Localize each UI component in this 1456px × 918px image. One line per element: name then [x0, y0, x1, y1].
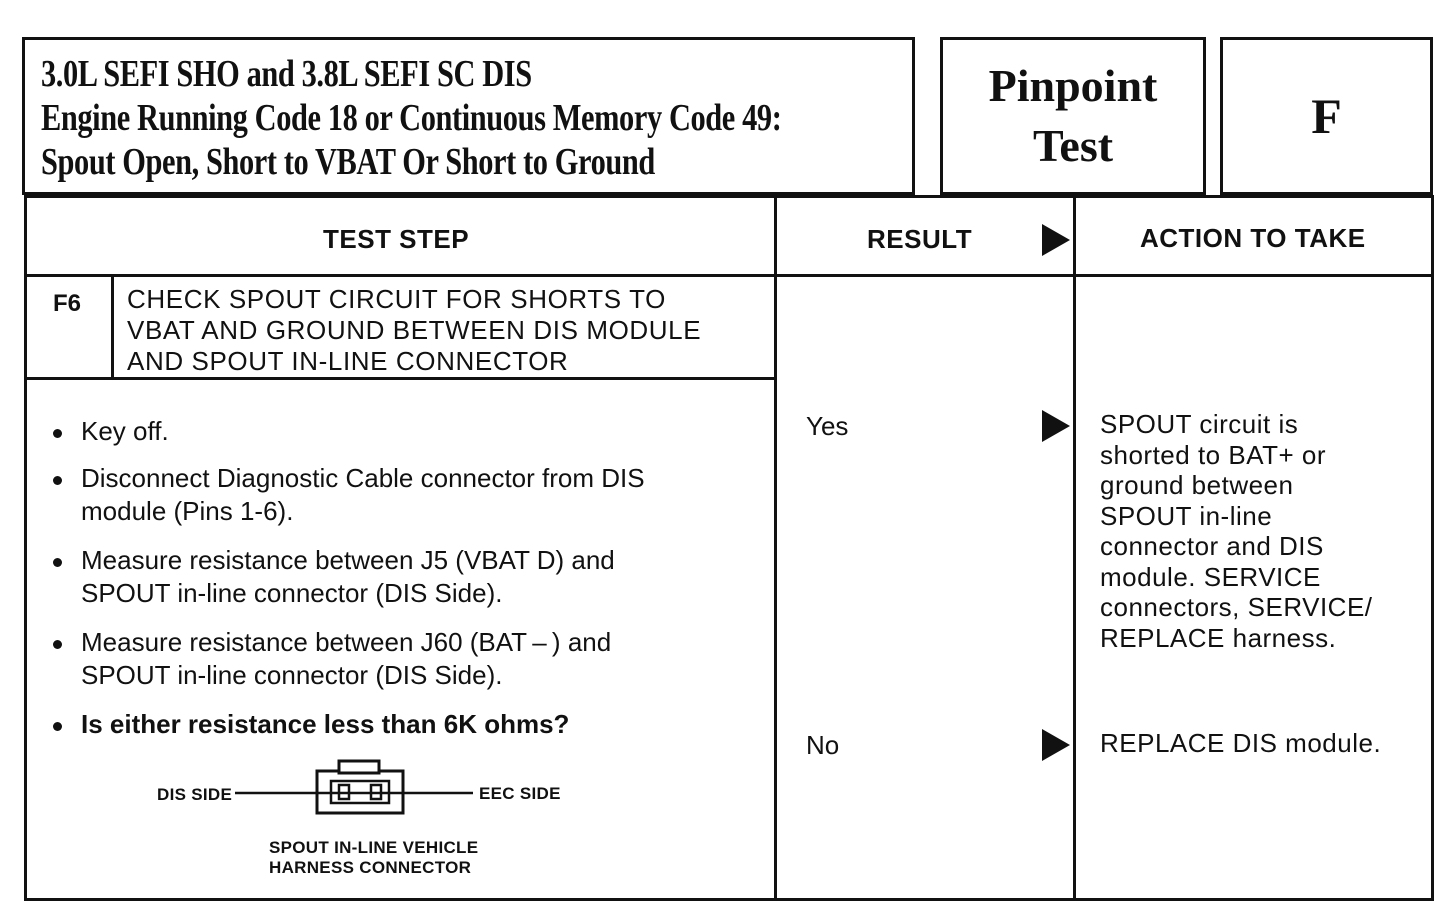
step-title	[127, 284, 701, 377]
no-arrow-icon	[1042, 729, 1070, 761]
test-label: Test	[1032, 120, 1114, 171]
action-line: REPLACE harness.	[1100, 622, 1337, 653]
step-title-divider	[27, 377, 777, 380]
action-line: module. SERVICE	[1100, 561, 1321, 592]
header-row-divider	[27, 274, 1431, 277]
action-line: connectors, SERVICE/	[1100, 592, 1373, 622]
instruction-line: Disconnect Diagnostic Cable connector from DIS	[81, 463, 645, 493]
bullet-icon	[53, 558, 62, 567]
instruction-line: SPOUT in-line connector (DIS Side).	[81, 660, 503, 690]
step-title-line-1: CHECK SPOUT CIRCUIT FOR SHORTS TO	[127, 284, 666, 314]
step-title-line-3: AND SPOUT IN-LINE CONNECTOR	[127, 346, 569, 376]
spout-connector-icon	[235, 753, 475, 823]
test-letter: F	[1311, 88, 1342, 144]
divider-result	[774, 198, 777, 901]
procedure-title-box	[22, 37, 915, 195]
result-arrow-icon	[1042, 224, 1070, 256]
instruction-item	[53, 415, 733, 448]
divider-action	[1073, 198, 1076, 901]
action-line: SPOUT in-line	[1100, 500, 1273, 531]
column-header-result: RESULT	[867, 224, 973, 254]
pinpoint-test-box	[940, 37, 1206, 195]
instruction-item	[53, 462, 733, 528]
bullet-icon	[53, 429, 62, 438]
instruction-item	[53, 626, 733, 692]
step-title-line-2: VBAT AND GROUND BETWEEN DIS MODULE	[127, 315, 702, 345]
diagram-caption-line-1: SPOUT IN-LINE VEHICLE	[269, 838, 479, 857]
action-line: ground between	[1100, 470, 1294, 500]
title-line-1: 3.0L SEFI SHO and 3.8L SEFI SC DIS	[41, 53, 532, 95]
bullet-icon	[53, 640, 62, 649]
column-header-test-step: TEST STEP	[323, 224, 470, 254]
instruction-line: module (Pins 1-6).	[81, 496, 294, 526]
title-line-2: Engine Running Code 18 or Continuous Memory Code 49:	[41, 97, 782, 139]
instruction-line: Is either resistance less than 6K ohms?	[81, 709, 570, 739]
action-line: SPOUT circuit is	[1100, 409, 1299, 439]
column-header-action: ACTION TO TAKE	[1140, 223, 1366, 253]
test-table	[24, 195, 1434, 901]
action-no	[1100, 728, 1381, 759]
step-id-divider	[111, 274, 114, 380]
diagram-label-dis-side: DIS SIDE	[157, 785, 233, 804]
action-line: connector and DIS	[1100, 531, 1324, 561]
title-line-3: Spout Open, Short to VBAT Or Short to Ground	[41, 141, 655, 183]
diagram-label-eec-side: EEC SIDE	[479, 784, 561, 803]
step-id: F6	[53, 290, 82, 317]
action-yes	[1100, 409, 1373, 653]
instruction-item	[53, 544, 733, 610]
yes-arrow-icon	[1042, 410, 1070, 442]
action-line: shorted to BAT+ or	[1100, 439, 1327, 470]
instruction-line: SPOUT in-line connector (DIS Side).	[81, 578, 503, 608]
instruction-line: Measure resistance between J60 (BAT – ) and	[81, 627, 612, 657]
result-no: No	[806, 730, 840, 760]
instruction-line: Key off.	[81, 416, 169, 446]
instruction-item-question	[53, 708, 733, 741]
test-letter-box	[1220, 37, 1433, 195]
result-yes: Yes	[806, 411, 849, 441]
action-line: REPLACE DIS module.	[1100, 728, 1382, 758]
diagram-caption-line-2: HARNESS CONNECTOR	[269, 858, 472, 877]
instruction-line: Measure resistance between J5 (VBAT D) and	[81, 545, 615, 575]
bullet-icon	[53, 722, 62, 731]
pinpoint-label: Pinpoint	[988, 60, 1158, 111]
bullet-icon	[53, 476, 62, 485]
